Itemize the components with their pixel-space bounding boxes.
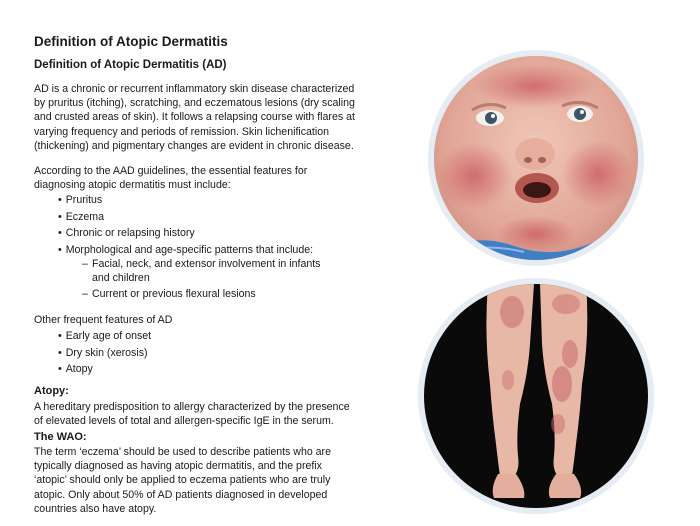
infant-face-photo <box>434 56 638 260</box>
sublist-item: – Current or previous flexural lesions <box>82 288 256 301</box>
essential-features-list <box>58 192 313 258</box>
other-features-list <box>58 328 151 378</box>
list-item: • Atopy <box>58 361 151 378</box>
intro-line: by pruritus (itching), scratching, and eczematous lesions (dry scaling <box>34 97 355 110</box>
legs-rash-photo <box>424 284 648 508</box>
wao-line: atopic. Only about 50% of AD patients diagnosed in developed <box>34 488 328 501</box>
wao-line: The term ‘eczema’ should be used to describe patients who are <box>34 446 331 458</box>
wao-line: typically diagnosed as having atopic dermatitis, and the prefix <box>34 460 322 473</box>
aad-paragraph <box>34 164 424 192</box>
wao-line: ‘atopic’ should only be applied to eczema patients who are truly <box>34 474 331 487</box>
sublist-item-continued: and children <box>92 271 150 284</box>
wao-line: countries also have atopy. <box>34 502 157 515</box>
patterns-sublist <box>82 258 352 302</box>
intro-paragraph <box>34 82 424 153</box>
atopy-line: of elevated levels of total and allergen-specific IgE in the serum. <box>34 415 334 428</box>
section-subtitle: Definition of Atopic Dermatitis (AD) <box>34 59 227 71</box>
page-title: Definition of Atopic Dermatitis <box>34 34 228 49</box>
infant-face-illustration <box>434 56 638 260</box>
list-item: • Early age of onset <box>58 328 151 345</box>
aad-line: diagnosing atopic dermatitis must include: <box>34 179 231 192</box>
intro-line: (thickening) and pigmentary changes are evident in chronic disease. <box>34 139 354 152</box>
atopy-line: A hereditary predisposition to allergy characterized by the presence <box>34 401 350 413</box>
atopy-heading: Atopy: <box>34 385 69 397</box>
aad-line: According to the AAD guidelines, the essential features for <box>34 165 308 177</box>
list-item: • Morphological and age-specific patterns that include: <box>58 242 313 259</box>
list-item: • Dry skin (xerosis) <box>58 345 151 362</box>
wao-heading: The WAO: <box>34 431 87 443</box>
list-item: • Pruritus <box>58 192 313 209</box>
legs-illustration <box>424 284 648 508</box>
list-item: • Eczema <box>58 209 313 226</box>
wao-statement <box>34 445 424 516</box>
sublist-item: – Facial, neck, and extensor involvement in infants <box>82 258 321 270</box>
intro-line: AD is a chronic or recurrent inflammatory skin disease characterized <box>34 83 355 95</box>
atopy-definition <box>34 400 424 428</box>
list-item: • Chronic or relapsing history <box>58 225 313 242</box>
other-features-heading: Other frequent features of AD <box>34 314 173 326</box>
intro-line: varying frequency and periods of remission. Skin lichenification <box>34 125 330 138</box>
intro-line: and crusted areas of skin). It follows a relapsing course with flares at <box>34 111 355 124</box>
